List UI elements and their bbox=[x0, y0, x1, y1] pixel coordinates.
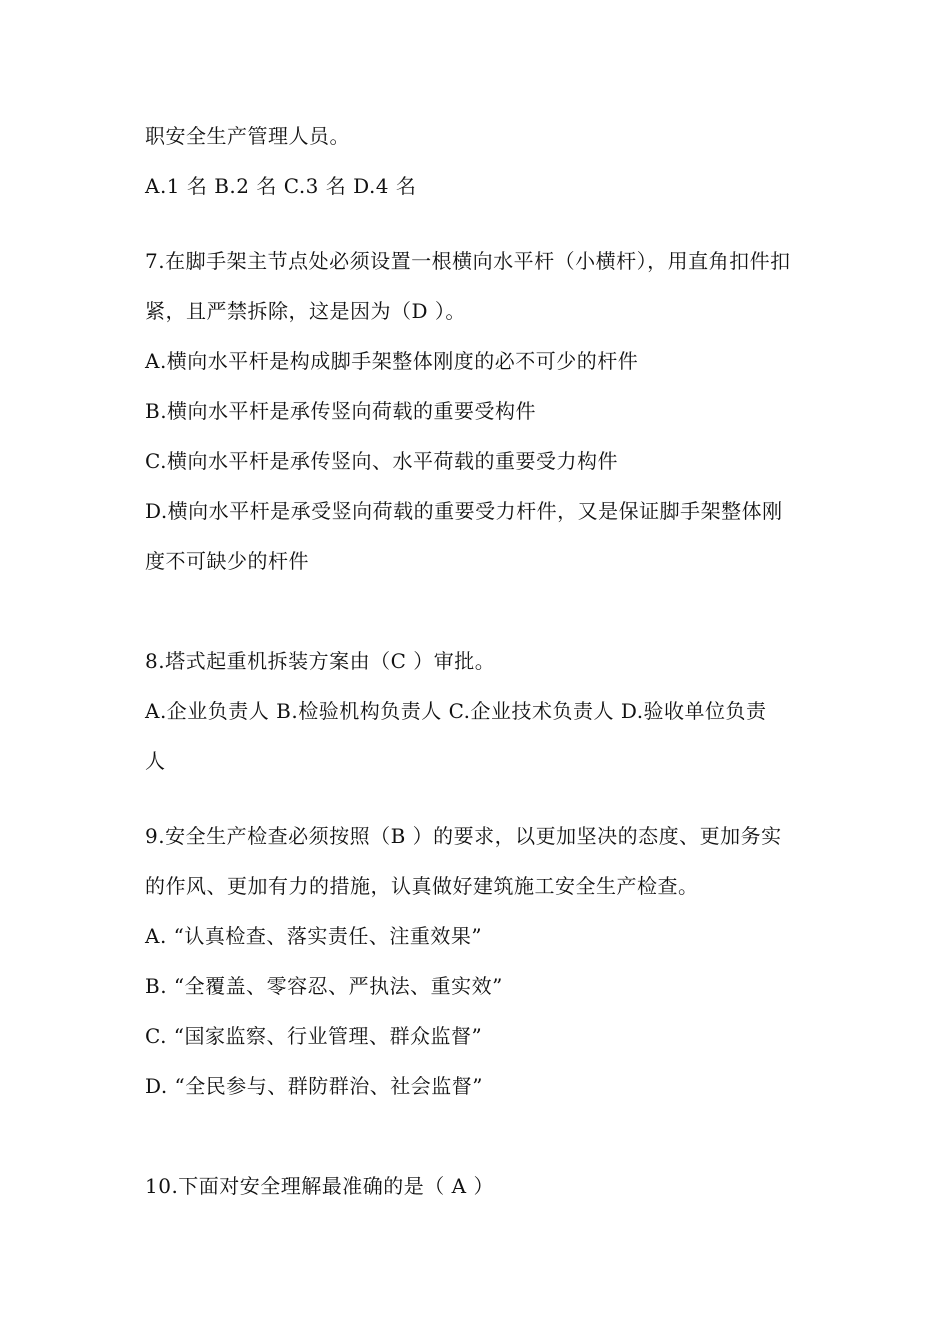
q7-question-line-2: 紧，且严禁拆除，这是因为（D ）。 bbox=[145, 299, 466, 323]
q6-options: A.1 名 B.2 名 C.3 名 D.4 名 bbox=[145, 174, 417, 198]
q8-options-line-2: 人 bbox=[145, 749, 166, 773]
q9-option-c: C. “国家监察、行业管理、群众监督” bbox=[145, 1024, 483, 1048]
q9-option-b: B. “全覆盖、零容忍、严执法、重实效” bbox=[145, 974, 503, 998]
q7-question-line-1: 7.在脚手架主节点处必须设置一根横向水平杆（小横杆），用直角扣件扣 bbox=[145, 249, 791, 273]
q9-option-d: D. “全民参与、群防群治、社会监督” bbox=[145, 1074, 483, 1098]
q7-option-d-line-1: D.横向水平杆是承受竖向荷载的重要受力杆件，又是保证脚手架整体刚 bbox=[145, 499, 783, 523]
text-line-q6-continuation: 职安全生产管理人员。 bbox=[145, 124, 350, 148]
q7-option-c: C.横向水平杆是承传竖向、水平荷载的重要受力构件 bbox=[145, 449, 618, 473]
q7-option-a: A.横向水平杆是构成脚手架整体刚度的必不可少的杆件 bbox=[145, 349, 639, 373]
q9-option-a: A. “认真检查、落实责任、注重效果” bbox=[145, 924, 483, 948]
q8-question: 8.塔式起重机拆装方案由（C ）审批。 bbox=[145, 649, 496, 673]
q10-question: 10.下面对安全理解最准确的是（ A ） bbox=[145, 1174, 494, 1198]
q7-option-d-line-2: 度不可缺少的杆件 bbox=[145, 549, 309, 573]
q9-question-line-2: 的作风、更加有力的措施，认真做好建筑施工安全生产检查。 bbox=[145, 874, 699, 898]
q8-options-line-1: A.企业负责人 B.检验机构负责人 C.企业技术负责人 D.验收单位负责 bbox=[145, 699, 767, 723]
q7-option-b: B.横向水平杆是承传竖向荷载的重要受构件 bbox=[145, 399, 537, 423]
q9-question-line-1: 9.安全生产检查必须按照（B ）的要求，以更加坚决的态度、更加务实 bbox=[145, 824, 782, 848]
